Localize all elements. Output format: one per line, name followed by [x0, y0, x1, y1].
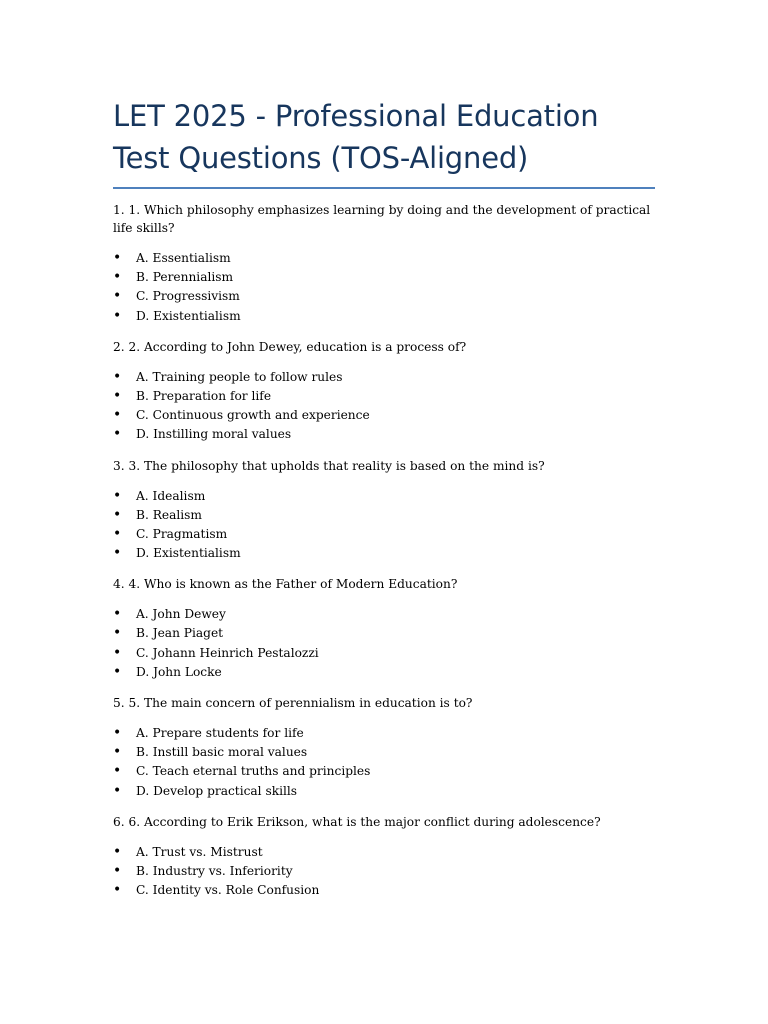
bullet-icon: • [113, 725, 122, 741]
bullet-icon: • [113, 506, 122, 523]
bullet-icon: • [113, 269, 122, 286]
option-item [113, 307, 658, 326]
bullet-icon: • [113, 288, 122, 305]
question-block [113, 338, 658, 445]
option-label: A. Essentialism [136, 251, 231, 265]
option-label: D. Develop practical skills [136, 783, 298, 798]
option-label: B. Industry vs. Inferiority [136, 863, 293, 878]
question-block [113, 575, 658, 682]
option-label: B. Instill basic moral values [136, 745, 308, 760]
question-block [113, 813, 658, 901]
option-label: A. Idealism [136, 488, 206, 503]
option-item [113, 368, 658, 387]
option-item [113, 506, 658, 525]
question-list [113, 201, 658, 912]
bullet-icon: • [113, 763, 122, 780]
bullet-icon: • [113, 606, 122, 623]
bullet-icon: • [113, 782, 122, 799]
option-label: B. Jean Piaget [136, 626, 224, 641]
bullet-icon: • [113, 250, 122, 266]
option-label: D. Instilling moral values [136, 427, 292, 442]
option-item [113, 743, 658, 762]
option-label: D. Existentialism [136, 546, 241, 561]
bullet-icon: • [113, 487, 122, 504]
bullet-icon: • [113, 625, 122, 642]
question-text: 2. 2. According to John Dewey, education is a process of? [113, 339, 467, 354]
option-item [113, 249, 658, 268]
question-text: 4. 4. Who is known as the Father of Modern Education? [113, 577, 458, 592]
bullet-icon: • [113, 644, 122, 661]
option-label: A. Prepare students for life [136, 726, 304, 740]
option-item [113, 605, 658, 624]
bullet-icon: • [113, 426, 122, 443]
bullet-icon: • [113, 882, 122, 899]
bullet-icon: • [113, 862, 122, 879]
option-item [113, 644, 658, 663]
option-label: C. Teach eternal truths and principles [136, 764, 371, 779]
option-item [113, 663, 658, 682]
bullet-icon: • [113, 307, 122, 324]
option-label: C. Continuous growth and experience [136, 408, 370, 423]
option-list [113, 487, 658, 564]
bullet-icon: • [113, 843, 122, 860]
option-item [113, 762, 658, 781]
option-item [113, 782, 658, 801]
bullet-icon: • [113, 368, 122, 385]
option-label: B. Preparation for life [136, 388, 272, 403]
question-block [113, 457, 658, 564]
option-item [113, 387, 658, 406]
option-item [113, 843, 658, 862]
question-text: 5. 5. The main concern of perennialism in education is to? [113, 696, 473, 710]
title-divider [113, 187, 655, 189]
option-item [113, 624, 658, 643]
option-list [113, 605, 658, 682]
bullet-icon: • [113, 407, 122, 424]
option-item [113, 544, 658, 563]
option-label: A. Trust vs. Mistrust [136, 844, 263, 859]
bullet-icon: • [113, 545, 122, 562]
option-list [113, 843, 658, 901]
bullet-icon: • [113, 387, 122, 404]
option-list [113, 249, 658, 326]
question-text: 1. 1. Which philosophy emphasizes learning by doing and the development of practical life skills? [113, 203, 651, 235]
option-label: C. Johann Heinrich Pestalozzi [136, 645, 319, 660]
question-block [113, 201, 658, 326]
question-block [113, 694, 658, 801]
option-list [113, 368, 658, 445]
bullet-icon: • [113, 663, 122, 680]
option-label: C. Pragmatism [136, 526, 228, 541]
question-text: 3. 3. The philosophy that upholds that reality is based on the mind is? [113, 458, 545, 473]
option-item [113, 487, 658, 506]
option-list [113, 724, 658, 801]
document-title: LET 2025 - Professional Education Test Questions (TOS-Aligned) [113, 99, 599, 175]
option-item [113, 862, 658, 881]
bullet-icon: • [113, 525, 122, 542]
option-label: D. John Locke [136, 664, 222, 679]
option-label: C. Identity vs. Role Confusion [136, 883, 320, 898]
question-text: 6. 6. According to Erik Erikson, what is the major conflict during adolescence? [113, 814, 601, 829]
option-item [113, 881, 658, 900]
option-label: D. Existentialism [136, 308, 241, 323]
option-item [113, 724, 658, 743]
option-label: B. Realism [136, 507, 202, 522]
option-item [113, 406, 658, 425]
option-label: A. Training people to follow rules [136, 369, 343, 384]
option-label: B. Perennialism [136, 270, 234, 285]
option-item [113, 525, 658, 544]
option-item [113, 268, 658, 287]
option-label: A. John Dewey [136, 607, 226, 622]
option-item [113, 425, 658, 444]
option-item [113, 287, 658, 306]
bullet-icon: • [113, 744, 122, 761]
title-block [113, 95, 655, 189]
option-label: C. Progressivism [136, 289, 240, 304]
